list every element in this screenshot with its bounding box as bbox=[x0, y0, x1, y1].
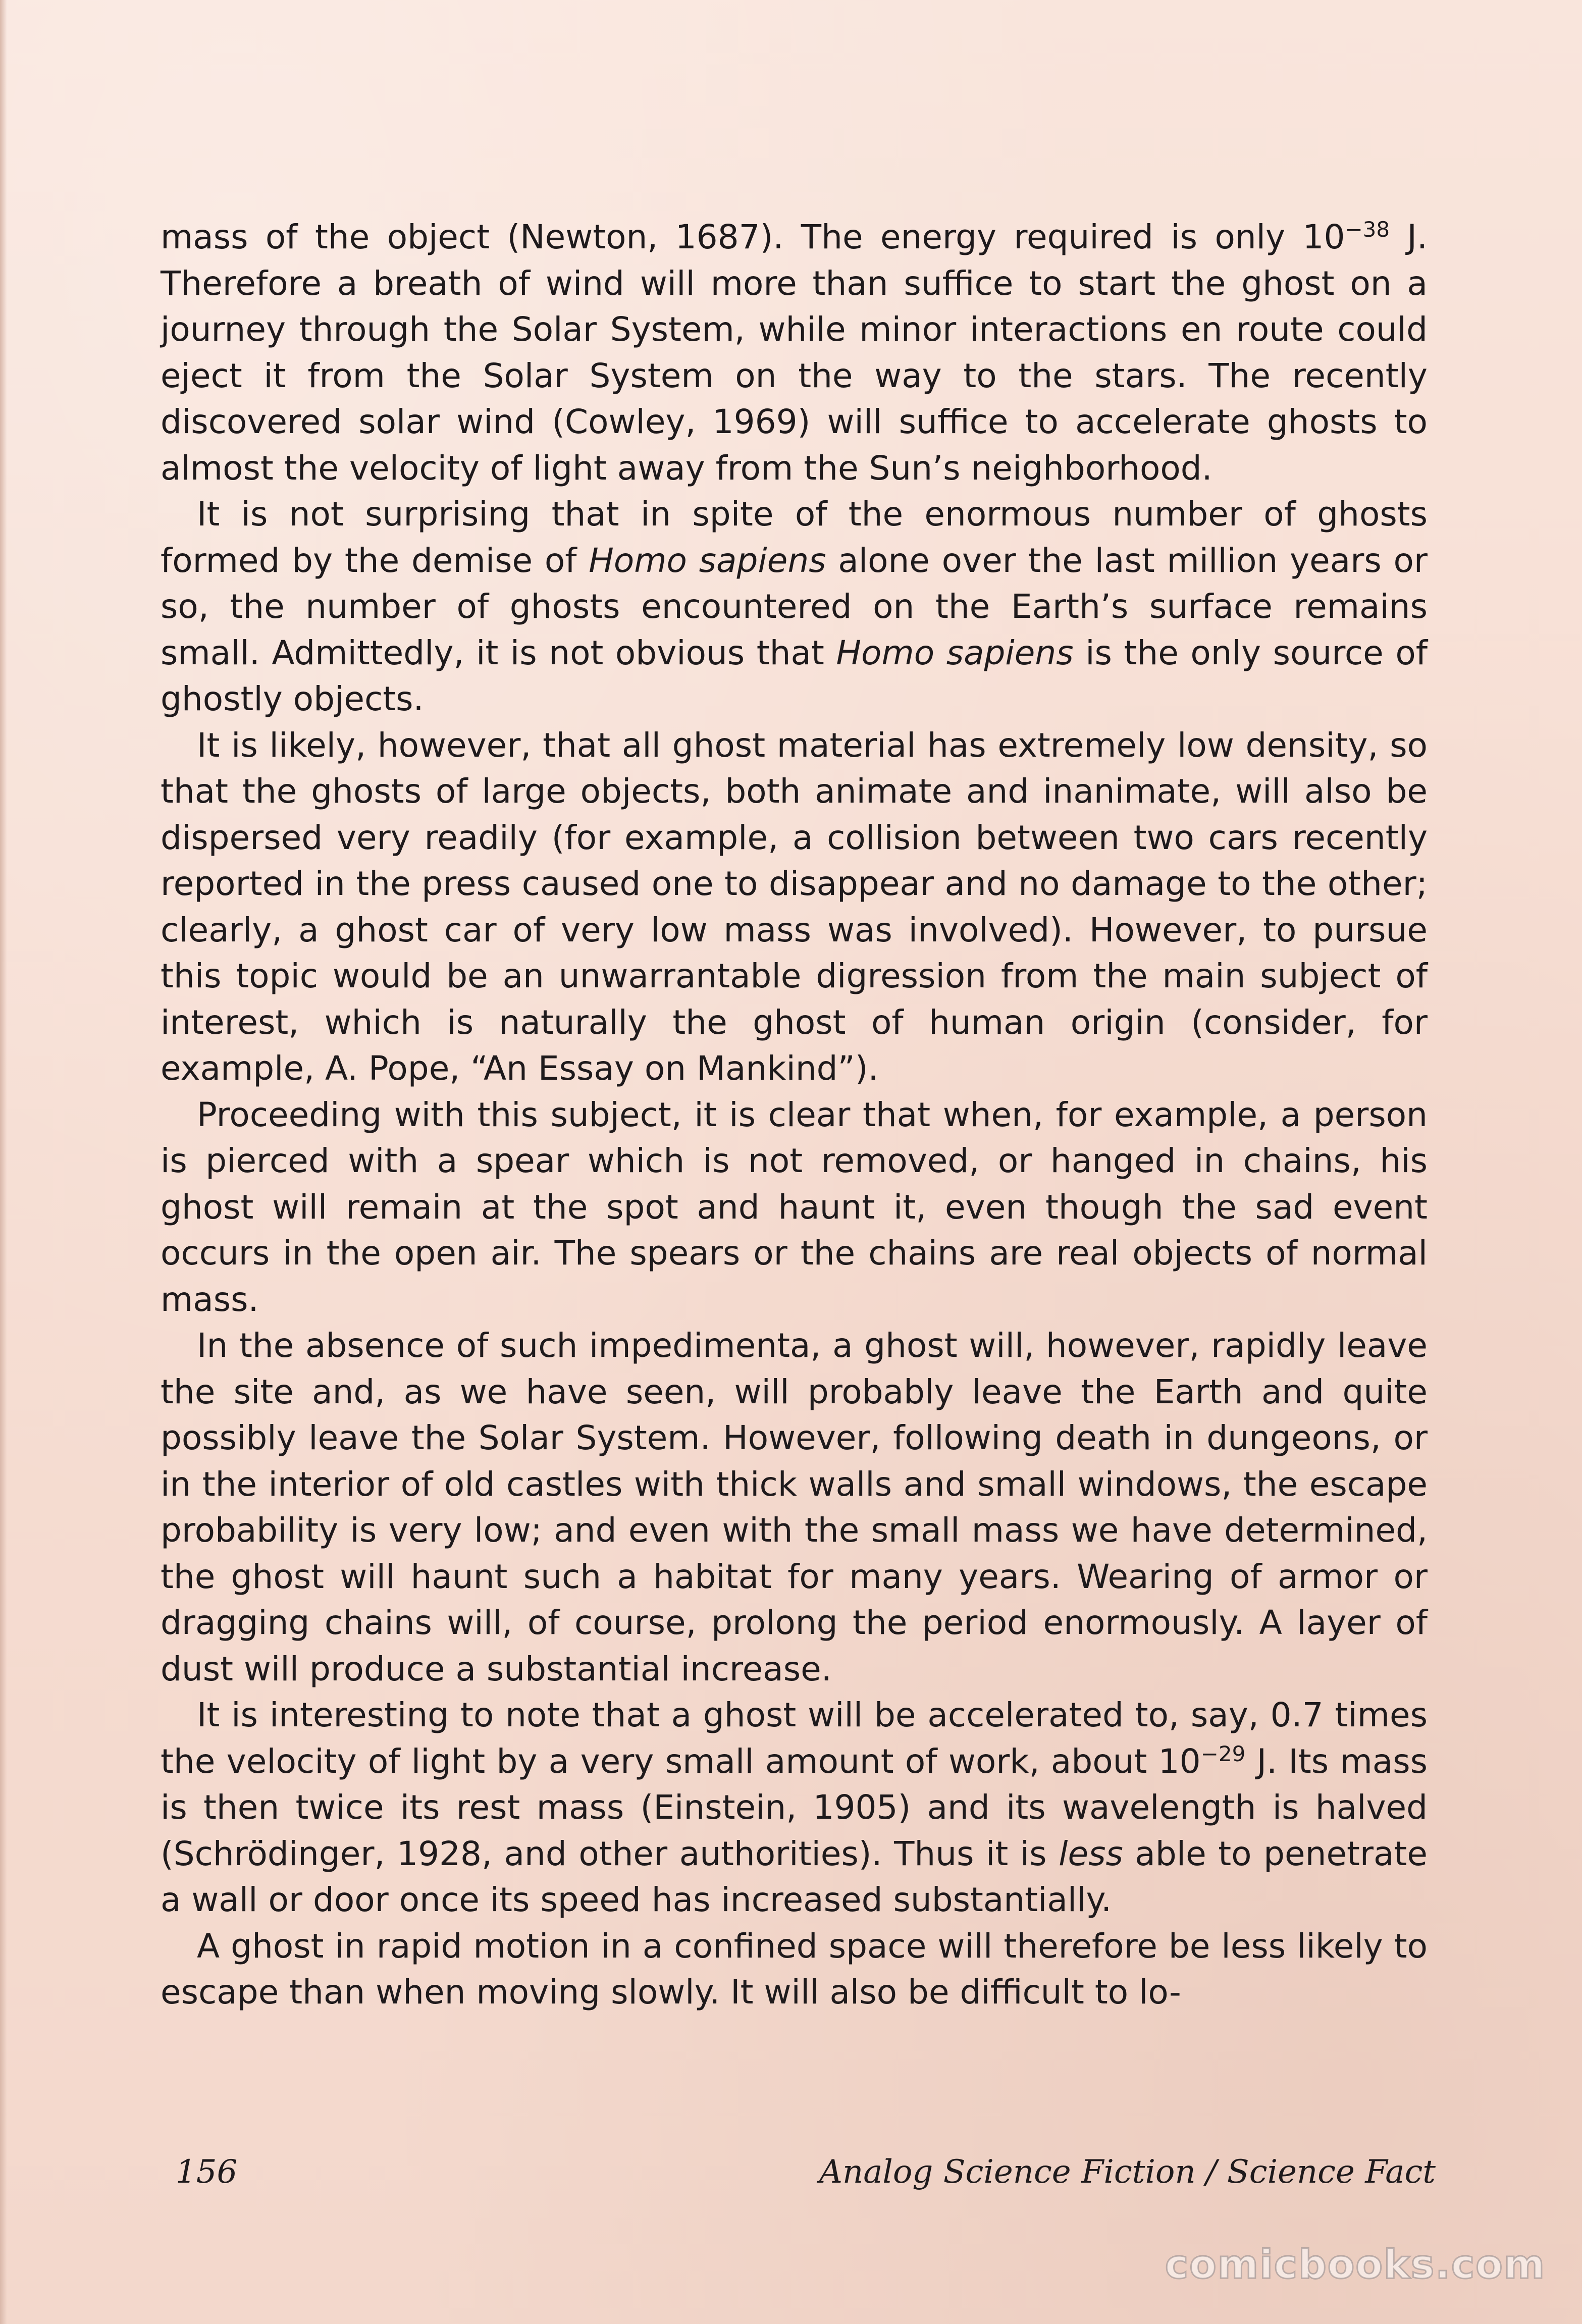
article-paragraph bbox=[161, 491, 1428, 722]
paragraph-text: mass of the object (Newton, 1687). The energy required is only 10 bbox=[161, 218, 1345, 256]
article-paragraph bbox=[161, 214, 1428, 491]
article-paragraph bbox=[161, 722, 1428, 1092]
paragraph-text: J. Its mass is then twice its rest mass (Einstein, 1905) and its wavelength is halved (Schrödinger, 1928, and other authorities). Thus it is bbox=[161, 1741, 1428, 1873]
watermark: comicbooks.com bbox=[1165, 2242, 1546, 2288]
paragraph-text: In the absence of such impedimenta, a ghost will, however, rapidly leave the site and, as we have seen, will probably leave the Earth and quite possibly leave the Solar System. However, following death in dungeons, or in the interior of old castles with thick walls and small windows, the escape probability is very low; and even with the small mass we have determined, the ghost will haunt such a habitat for many years. Wearing of armor or dragging chains will, of course, prolong the period enormously. A layer of dust will produce a substantial increase. bbox=[161, 1326, 1428, 1688]
italic-term: less bbox=[1059, 1834, 1123, 1873]
exponent: −29 bbox=[1200, 1741, 1246, 1766]
paragraph-text: It is not surprising that in spite of the enormous number of ghosts formed by the demise of bbox=[161, 495, 1428, 580]
article-paragraph bbox=[161, 1092, 1428, 1323]
paragraph-text: It is interesting to note that a ghost will be accelerated to, say, 0.7 times the velocity of light by a very small amount of work, about 10 bbox=[161, 1696, 1428, 1781]
paragraph-text: J. Therefore a breath of wind will more than suffice to start the ghost on a journey through the Solar System, while minor interactions en route could eject it from the Solar System on the way to the stars. The recently discovered solar wind (Cowley, 1969) will suffice to accelerate ghosts to almost the velocity of light away from the Sun’s neighborhood. bbox=[161, 218, 1428, 488]
article-paragraph bbox=[161, 1323, 1428, 1692]
paragraph-text: It is likely, however, that all ghost material has extremely low density, so that the ghosts of large objects, both animate and inanimate, will also be dispersed very readily (for example, a collision between two cars recently reported in the press caused one to disappear and no damage to the other; clearly, a ghost car of very low mass was involved). However, to pursue this topic would be an unwarrantable digression from the main subject of interest, which is naturally the ghost of human origin (consider, for example, A. Pope, “An Essay on Mankind”). bbox=[161, 725, 1428, 1088]
exponent: −38 bbox=[1345, 217, 1390, 242]
magazine-title: Analog Science Fiction / Science Fact bbox=[819, 2153, 1436, 2191]
paragraph-text: Proceeding with this subject, it is clear that when, for example, a person is pierced with a spear which is not removed, or hanged in chains, his ghost will remain at the spot and haunt it, even though the sad event occurs in the open air. The spears or the chains are real objects of normal mass. bbox=[161, 1095, 1428, 1319]
page-number: 156 bbox=[176, 2153, 238, 2191]
paragraph-text: A ghost in rapid motion in a confined space will therefore be less likely to escape than when moving slowly. It will also be difficult to lo- bbox=[161, 1926, 1428, 2012]
article-paragraph bbox=[161, 1692, 1428, 1923]
paragraph-text: able to penetrate a wall or door once its speed has increased substantially. bbox=[161, 1834, 1428, 1919]
article-paragraph bbox=[161, 1923, 1428, 2016]
italic-term: Homo sapiens bbox=[836, 633, 1074, 672]
page-footer bbox=[176, 2153, 1436, 2204]
paragraph-text: alone over the last million years or so, the number of ghosts encountered on the Earth’s surface remains small. Admittedly, it is not obvious that bbox=[161, 541, 1428, 672]
page-edge-shadow bbox=[0, 0, 7, 2324]
italic-term: Homo sapiens bbox=[589, 541, 826, 580]
article-body bbox=[161, 214, 1428, 2016]
paragraph-text: is the only source of ghostly objects. bbox=[161, 633, 1428, 718]
